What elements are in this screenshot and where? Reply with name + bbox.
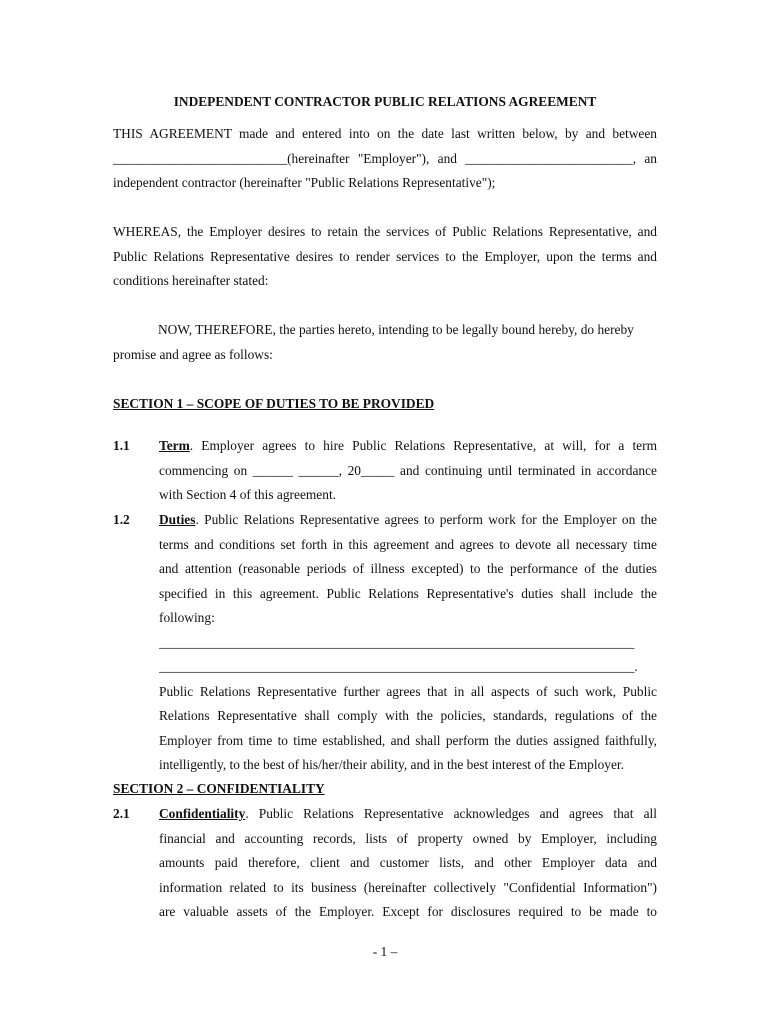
clause-text: . Public Relations Representative acknowledges and agrees that all <box>245 806 657 821</box>
clause-line: and attention (reasonable periods of illness excepted) to the performance of the duties <box>159 561 657 576</box>
document-title: INDEPENDENT CONTRACTOR PUBLIC RELATIONS AGREEMENT <box>173 94 597 109</box>
section-number: 1.1 <box>113 438 130 453</box>
blank-line: _______________________________________________________________________ <box>159 634 635 650</box>
clause-line: following: <box>159 610 215 625</box>
clause-text: . Employer agrees to hire Public Relations Representative, at will, for a term <box>189 438 657 453</box>
section-number: 1.2 <box>113 512 130 527</box>
clause-line <box>159 508 657 533</box>
term-clause <box>159 434 657 508</box>
term-label: Term <box>159 438 190 453</box>
clause-line <box>159 802 657 827</box>
duties-label: Duties <box>159 512 196 527</box>
whereas-paragraph <box>113 220 657 294</box>
clause-line: financial and accounting records, lists of property owned by Employer, including <box>159 830 657 846</box>
whereas-line: WHEREAS, the Employer desires to retain the services of Public Relations Representative, and <box>113 224 657 239</box>
clause-line <box>159 434 657 459</box>
blank-line: _______________________________________________________________________. <box>159 659 638 674</box>
confidentiality-clause <box>159 802 657 925</box>
now-therefore-paragraph <box>113 318 657 367</box>
page-number: - 1 – <box>372 944 398 959</box>
now-therefore-line: NOW, THEREFORE, the parties hereto, intending to be legally bound hereby, do hereby <box>158 322 634 337</box>
clause-line: Employer from time to time established, and shall perform the duties assigned faithfully, <box>159 732 657 748</box>
clause-line: specified in this agreement. Public Relations Representative's duties shall include the <box>159 585 657 601</box>
clause-line: commencing on ______ ______, 20_____ and continuing until terminated in accordance <box>159 462 657 478</box>
whereas-line: conditions hereinafter stated: <box>113 273 269 288</box>
clause-line: are valuable assets of the Employer. Except for disclosures required to be made to <box>159 904 657 919</box>
clause-line: information related to its business (hereinafter collectively "Confidential Information") <box>159 879 657 895</box>
now-therefore-line: promise and agree as follows: <box>113 346 273 362</box>
clause-line: Relations Representative shall comply with the policies, standards, regulations of the <box>159 708 657 723</box>
intro-line: THIS AGREEMENT made and entered into on the date last written below, by and between <box>113 126 657 141</box>
clause-line: terms and conditions set forth in this agreement and agrees to devote all necessary time <box>159 536 657 552</box>
section-1-heading: SECTION 1 – SCOPE OF DUTIES TO BE PROVIDED <box>113 396 435 411</box>
clause-text: . Public Relations Representative agrees to perform work for the Employer on the <box>195 512 657 527</box>
duties-clause <box>159 508 657 778</box>
clause-line: Public Relations Representative further agrees that in all aspects of such work, Public <box>159 683 657 699</box>
intro-line: independent contractor (hereinafter "Public Relations Representative"); <box>113 175 496 190</box>
whereas-line: Public Relations Representative desires to render services to the Employer, upon the terms and <box>113 248 657 264</box>
confidentiality-label: Confidentiality <box>159 806 246 821</box>
section-number: 2.1 <box>113 806 130 821</box>
clause-line: amounts paid therefore, client and customer lists, and other Employer data and <box>159 855 657 870</box>
intro-line: __________________________(hereinafter "Employer"), and _________________________, an <box>113 150 657 166</box>
clause-line: with Section 4 of this agreement. <box>159 487 337 502</box>
clause-line: intelligently, to the best of his/her/their ability, and in the best interest of the Employer. <box>159 757 624 772</box>
section-2-heading: SECTION 2 – CONFIDENTIALITY <box>113 781 325 796</box>
intro-paragraph <box>113 122 657 196</box>
